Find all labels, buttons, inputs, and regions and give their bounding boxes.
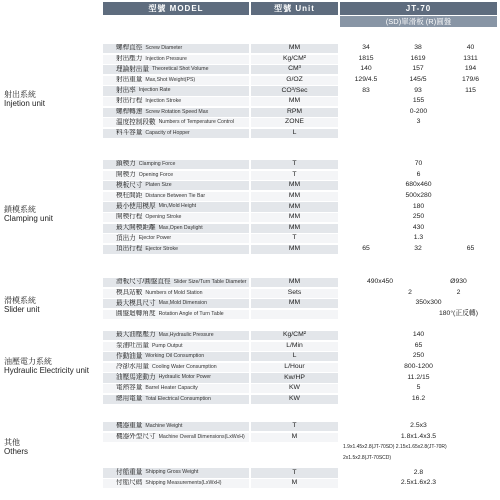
spec-value: 500x280 [405,192,432,200]
spec-value: 11.2/15 [407,373,430,381]
spec-unit: Kw/HP [251,373,338,382]
spec-unit: MM [251,245,338,254]
spec-label-zh: 冷卻水用量 [116,363,149,371]
spec-label [103,213,249,222]
spec-unit: MM [251,181,338,190]
spec-value: 140 [412,331,425,339]
spec-row [103,363,497,372]
spec-unit: Kg/CM² [251,55,338,64]
spec-values [340,224,497,233]
spec-unit: MM [251,192,338,201]
spec-label-zh: 射出行程 [116,97,143,105]
spec-unit: MM [251,213,338,222]
spec-values [340,245,497,254]
group-label-en: Others [4,447,29,456]
spec-values [340,395,497,404]
spec-label-en: Screw Diameter [145,45,183,52]
spec-label-en: Numbers of Temperature Control [158,119,235,126]
spec-values [340,278,497,287]
spec-row [103,202,497,211]
spec-label-zh: 最大開模距離 [116,223,156,231]
spec-row [103,234,497,243]
spec-label [103,181,249,190]
spec-values [340,342,497,351]
spec-value: 800-1200 [404,363,433,371]
spec-label [103,395,249,404]
spec-unit [251,443,338,452]
spec-label-en: Ejector Power [138,235,172,242]
spec-value: 16.2 [411,394,426,402]
spec-label-zh: 開模力 [116,170,136,178]
spec-label-zh: 射出壓力 [116,54,143,62]
spec-unit: G/OZ [251,76,338,85]
spec-label-zh: 射出率 [116,86,136,94]
spec-label-en: Numbers of Mold Station [145,289,203,296]
spec-value: 38 [414,44,422,52]
spec-label [103,352,249,361]
spec-unit: L [251,352,338,361]
spec-values [340,76,497,85]
spec-value: 1.3 [413,234,424,242]
spec-label [103,118,249,127]
spec-row [103,454,497,463]
spec-row [103,129,497,138]
spec-unit [251,310,338,319]
spec-value: 34 [362,44,370,52]
spec-unit: MM [251,202,338,211]
spec-label-en: Max,Hydraulic Pressure [158,332,214,339]
spec-value: 490x450 [366,278,394,286]
spec-label-en: Ejector Stroke [145,245,178,252]
spec-label [103,433,249,442]
spec-label-en: Max,Open Daylight [158,224,203,231]
spec-values [340,289,497,298]
spec-row [103,289,497,298]
spec-row [103,97,497,106]
group-label-zh: 鎖模系統 [4,205,36,214]
spec-row [103,310,497,319]
spec-label-zh: 電熱容量 [116,384,143,392]
spec-unit: T [251,468,338,477]
spec-values [340,310,497,319]
spec-label-zh: 付船重量 [116,468,143,476]
spec-label-zh: 滑板尺寸/圓盤直徑 [116,278,171,286]
spec-row [103,213,497,222]
spec-value: 65 [466,245,475,253]
spec-label-en: Slider Size/Turn Table Diameter [173,279,247,286]
spec-value: 6 [416,170,421,178]
spec-value: 680x460 [405,181,432,189]
spec-label-zh: 頂出行程 [116,245,143,253]
spec-values [340,55,497,64]
spec-label-en: Distance Between Tie Bar [145,192,206,199]
spec-value: 65 [414,341,423,349]
spec-unit: T [251,171,338,180]
spec-values [343,443,500,452]
spec-label [103,129,249,138]
spec-unit: MM [251,278,338,287]
spec-value: 93 [414,86,422,94]
spec-value: 2 [408,288,412,296]
spec-values [340,234,497,243]
group-label-en: Slider unit [4,305,40,314]
spec-label [103,331,249,340]
spec-label [103,422,249,431]
spec-label-en: Opening Force [138,171,174,178]
spec-unit: Sets [251,289,338,298]
spec-unit: ZONE [251,118,338,127]
spec-row [103,76,497,85]
spec-label-zh: 溫度控制段數 [116,118,156,126]
spec-value: 2.5x3 [410,422,427,430]
spec-value: 194 [464,65,477,73]
spec-label [103,55,249,64]
spec-value: 1619 [410,54,426,62]
spec-values [340,171,497,180]
spec-label-en: Injection Stroke [145,98,182,105]
spec-values [340,181,497,190]
spec-value: 65 [362,245,370,253]
group-label [4,205,53,223]
spec-row [103,224,497,233]
spec-label-zh: 泵浦吐出量 [116,341,149,349]
group-label-zh: 射出系統 [4,90,36,99]
spec-label [103,299,249,308]
spec-values [340,384,497,393]
spec-label-zh: 模柱間距 [116,192,143,200]
spec-label-zh: 螺桿轉速 [116,107,143,115]
spec-label [103,192,249,201]
spec-value: 179/6 [461,76,479,84]
spec-value: 40 [466,44,475,52]
spec-row [103,342,497,351]
spec-values [340,160,497,169]
spec-label-zh: 最大模具尺寸 [116,299,156,307]
group-label-en: Injetion unit [4,99,45,108]
spec-label-zh: 最小使用模厚 [116,202,156,210]
spec-unit: M [251,433,338,442]
spec-unit: M [251,479,338,488]
spec-label-en: Clamping Force [138,161,176,168]
spec-label-en: Hydraulic Motor Power [158,374,212,381]
spec-value: 1.8x1.4x3.5 [400,432,437,440]
spec-row [103,331,497,340]
spec-values [340,479,497,488]
spec-value: 145/5 [409,76,427,84]
spec-values [340,65,497,74]
spec-row [103,299,497,308]
model-header: 型號 MODEL [103,2,249,15]
spec-label [103,108,249,117]
spec-label-en: Barrel Heater Capacity [145,385,198,392]
spec-unit: MM [251,299,338,308]
spec-values [340,44,497,53]
spec-value: 2 [456,288,461,296]
spec-row [103,118,497,127]
spec-label-en: Injection Pressure [145,55,187,62]
spec-label [103,234,249,243]
spec-value: 129/4.5 [354,76,378,84]
spec-values [340,97,497,106]
spec-label-en: Machine Overall Dimensions(LxWxH) [158,433,245,440]
spec-label-zh: 機器重量 [116,422,143,430]
spec-label [103,384,249,393]
spec-label-zh: 最大油壓壓力 [116,331,156,339]
spec-unit: CM³ [251,65,338,74]
spec-label-en: Screw Rotation Speed Max [145,108,209,115]
spec-label-en: Max,Shot Weight(PS) [145,76,196,83]
spec-values [340,129,497,138]
spec-row [103,86,497,95]
spec-label-zh: 作動油量 [116,352,143,360]
spec-row [103,55,497,64]
spec-value: 2x1.5x2.8(JT-70SCD) [343,454,392,461]
group-label [4,90,45,108]
spec-label-zh: 理論射出量 [116,65,149,73]
spec-unit: MM [251,224,338,233]
spec-unit [251,454,338,463]
spec-label-zh: 圓盤迴轉角度 [116,310,156,318]
spec-label-en: Injection Rate [138,87,171,94]
spec-value: 2.8 [413,468,424,476]
spec-unit: MM [251,44,338,53]
spec-label-en: Shipping Measurements(LxWxH) [145,480,222,487]
spec-values [340,352,497,361]
spec-value: 140 [360,65,372,73]
spec-row [103,65,497,74]
spec-unit: L/Min [251,342,338,351]
spec-label [103,76,249,85]
spec-value: 430 [412,223,425,231]
spec-value: 115 [465,86,476,94]
spec-row [103,352,497,361]
spec-label [103,202,249,211]
spec-label-zh: 油壓馬達動力 [116,373,156,381]
spec-value: 157 [412,65,424,73]
spec-row [103,44,497,53]
spec-label [103,363,249,372]
spec-unit: T [251,234,338,243]
spec-label [103,278,249,287]
spec-value: 0-200 [409,107,428,115]
spec-value: 250 [412,213,425,221]
spec-row [103,384,497,393]
spec-value: 83 [362,86,370,94]
spec-row [103,443,497,452]
spec-values [340,192,497,201]
spec-label-zh: 付船尺碼 [116,479,143,487]
spec-label [103,468,249,477]
spec-unit: MM [251,97,338,106]
spec-label [103,224,249,233]
spec-label [103,289,249,298]
spec-label-zh: 鎖模力 [116,160,136,168]
spec-row [103,245,497,254]
spec-label-zh: 射出重量 [116,76,143,84]
group-label [4,438,28,456]
spec-label-en: Machine Weight [145,423,183,430]
spec-label [103,342,249,351]
spec-values [340,299,497,308]
spec-row [103,422,497,431]
spec-value: 180°(正反轉) [439,310,478,318]
spec-values [340,422,497,431]
spec-row [103,479,497,488]
spec-label-zh: 機器外型尺寸 [116,432,156,440]
spec-unit: RPM [251,108,338,117]
spec-label-en: Min,Mold Height [158,203,197,210]
spec-row [103,373,497,382]
spec-row [103,108,497,117]
spec-value: 155 [412,97,425,105]
group-label [4,357,94,375]
spec-unit: Kg/CM² [251,331,338,340]
unit-header: 型號 Unit [251,2,338,15]
spec-value: 350x300 [415,299,442,307]
spec-value: 250 [412,352,425,360]
spec-value: 1.9x1.45x2.8(JT-70SD) 2.15x1.65x2.8(JT-70R) [343,444,447,451]
spec-value: 70 [414,160,423,168]
spec-label [103,479,249,488]
spec-label-en: Capacity of Hopper [145,129,190,136]
spec-row [103,433,497,442]
spec-unit: KW [251,395,338,404]
spec-label-zh: 模具站數 [116,288,143,296]
spec-unit: KW [251,384,338,393]
spec-label [103,171,249,180]
spec-label-zh: 模板尺寸 [116,181,143,189]
spec-values [340,108,497,117]
spec-value: 3 [416,118,421,126]
group-label-zh: 油壓電力系統 [4,357,52,366]
spec-unit: T [251,160,338,169]
group-label-zh: 滑模系統 [4,296,36,305]
spec-label-en: Working Oil Consumption [145,353,205,360]
spec-label-en: Rotation Angle of Turn Table [158,310,224,317]
spec-label [103,86,249,95]
spec-label-zh: 螺桿直徑 [116,44,143,52]
spec-values [340,363,497,372]
spec-row [103,192,497,201]
spec-label-en: Opening Stroke [145,214,182,221]
spec-values [343,454,500,463]
spec-unit: L/Hour [251,363,338,372]
group-label-en: Clamping unit [4,214,53,223]
model-name-header: JT-70 [340,2,497,15]
spec-label-zh: 料斗容量 [116,129,143,137]
spec-label [103,373,249,382]
spec-unit: T [251,422,338,431]
spec-label-en: Total Electrical Consumption [145,395,211,402]
spec-label-en: Max,Mold Dimension [158,300,207,307]
spec-row [103,468,497,477]
spec-value: 180 [412,202,425,210]
spec-values [340,86,497,95]
spec-values [340,331,497,340]
spec-label [103,97,249,106]
group-label-en: Hydraulic Electricity unit [4,366,89,375]
spec-value: 32 [414,245,422,253]
spec-value: 1311 [463,54,478,62]
spec-value: Ø930 [450,278,467,286]
spec-values [340,468,497,477]
spec-label [103,443,249,452]
spec-label [103,245,249,254]
spec-label [103,65,249,74]
spec-value [340,129,497,138]
spec-unit: L [251,129,338,138]
spec-row [103,395,497,404]
spec-label-en: Theoretical Shot Volume [151,66,209,73]
spec-values [340,213,497,222]
spec-label-zh: 頂出力 [116,234,136,242]
spec-row [103,181,497,190]
spec-label-en: Pump Output [151,342,183,349]
spec-label [103,310,249,319]
group-label [4,296,40,314]
spec-row [103,160,497,169]
variant-header: (SD)單滑板 (R)圓盤 [340,16,497,27]
spec-value: 2.5x1.6x2.3 [400,479,437,487]
group-label-zh: 其他 [4,438,20,447]
spec-label-en: Shipping Gross Weight [145,469,199,476]
spec-values [340,373,497,382]
spec-label-zh: 開模行程 [116,213,143,221]
spec-label-en: Cooling Water Consumption [151,363,217,370]
spec-values [340,202,497,211]
spec-value: 5 [416,384,421,392]
spec-label [103,454,249,463]
spec-row [103,171,497,180]
spec-unit: CO³/Sec [251,86,338,95]
spec-label [103,44,249,53]
spec-value: 1815 [358,54,374,62]
spec-values [340,118,497,127]
spec-label [103,160,249,169]
spec-values [340,433,497,442]
spec-label-zh: 總用電量 [116,394,143,402]
spec-label-en: Platen Size [145,182,172,189]
spec-row [103,278,497,287]
